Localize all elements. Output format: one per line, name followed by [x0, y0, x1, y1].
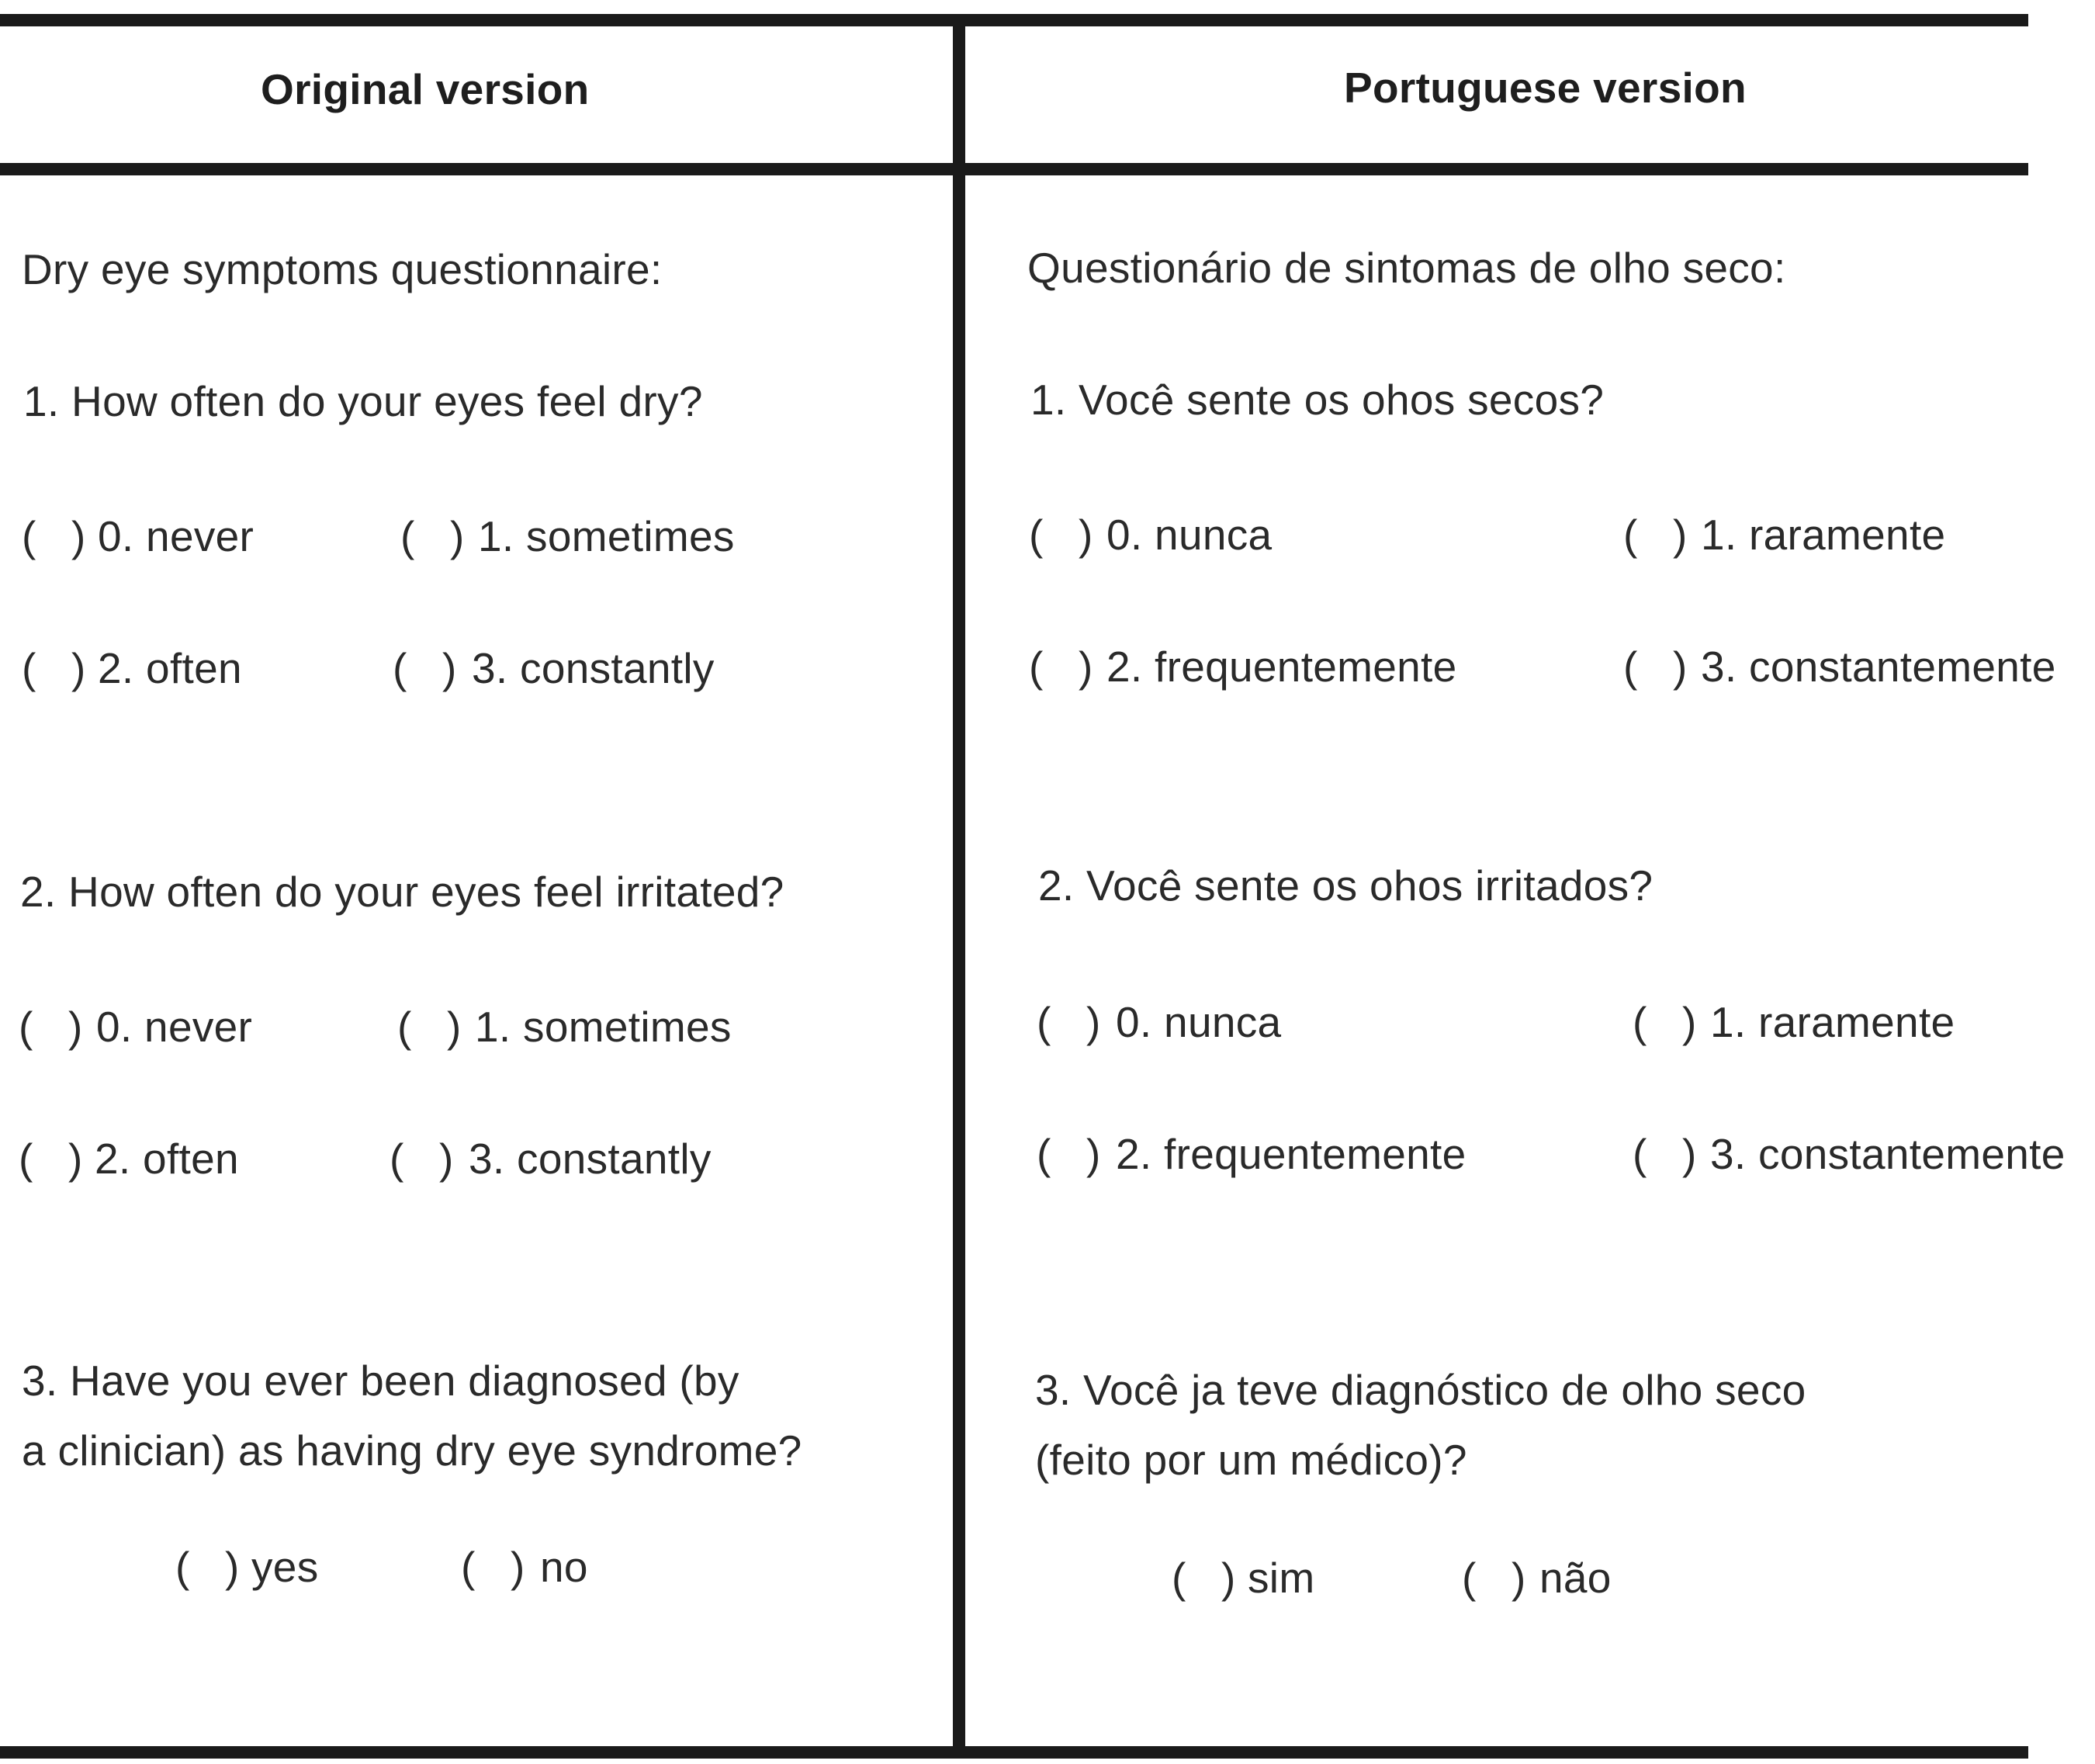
checkbox-open-paren: (	[1633, 1130, 1647, 1178]
option-label: sim	[1248, 1554, 1315, 1602]
option-label: 1. raramente	[1701, 511, 1946, 559]
option-label: 2. frequentemente	[1106, 643, 1457, 691]
checkbox-close-paren: )	[71, 644, 86, 692]
option-label: 1. sometimes	[478, 512, 735, 560]
header-portuguese: Portuguese version	[1344, 64, 1747, 112]
checkbox-open-paren: (	[19, 1135, 33, 1183]
option-label: 2. frequentemente	[1116, 1130, 1466, 1178]
checkbox-close-paren: )	[225, 1543, 240, 1591]
option-label: 3. constantemente	[1710, 1130, 2066, 1178]
option-label: 3. constantly	[469, 1135, 712, 1183]
checkbox-close-paren: )	[439, 1135, 454, 1183]
option-label: 2. often	[95, 1135, 239, 1183]
checkbox-open-paren: (	[1623, 643, 1638, 691]
original-q3-question-line1: 3. Have you ever been diagnosed (by	[22, 1357, 739, 1405]
checkbox-close-paren: )	[1682, 998, 1697, 1046]
original-title: Dry eye symptoms questionnaire:	[22, 245, 663, 293]
table-header-rule	[0, 163, 2028, 175]
checkbox-close-paren: )	[68, 1003, 83, 1051]
option-label: 1. raramente	[1710, 998, 1955, 1046]
checkbox-open-paren: (	[400, 512, 415, 560]
checkbox-open-paren: (	[461, 1543, 476, 1591]
checkbox-close-paren: )	[1512, 1554, 1526, 1602]
checkbox-close-paren: )	[1673, 643, 1688, 691]
checkbox-open-paren: (	[1037, 1130, 1051, 1178]
checkbox-close-paren: )	[1079, 511, 1093, 559]
checkbox-close-paren: )	[68, 1135, 83, 1183]
option-label: 3. constantly	[472, 644, 715, 692]
checkbox-open-paren: (	[175, 1543, 190, 1591]
original-q3-question-line2: a clinician) as having dry eye syndrome?	[22, 1426, 802, 1475]
checkbox-open-paren: (	[19, 1003, 33, 1051]
checkbox-close-paren: )	[442, 644, 457, 692]
portuguese-title: Questionário de sintomas de olho seco:	[1027, 244, 1786, 292]
portuguese-q3-question-line2: (feito por um médico)?	[1035, 1436, 1467, 1484]
option-label: 0. nunca	[1116, 998, 1282, 1046]
checkbox-close-paren: )	[71, 512, 86, 560]
option-label: yes	[251, 1543, 319, 1591]
table-top-rule	[0, 14, 2028, 26]
option-label: 3. constantemente	[1701, 643, 2056, 691]
checkbox-open-paren: (	[397, 1003, 412, 1051]
checkbox-close-paren: )	[1673, 511, 1688, 559]
option-label: 0. never	[98, 512, 255, 560]
checkbox-close-paren: )	[1221, 1554, 1236, 1602]
table-bottom-rule	[0, 1746, 2028, 1759]
checkbox-open-paren: (	[1029, 511, 1044, 559]
portuguese-q1-question: 1. Você sente os ohos secos?	[1030, 376, 1605, 424]
portuguese-q2-question: 2. Você sente os ohos irritados?	[1038, 861, 1653, 910]
header-original: Original version	[261, 65, 590, 113]
checkbox-close-paren: )	[511, 1543, 525, 1591]
checkbox-open-paren: (	[390, 1135, 404, 1183]
checkbox-open-paren: (	[1462, 1554, 1477, 1602]
original-q2-question: 2. How often do your eyes feel irritated?	[20, 868, 784, 916]
option-label: 0. nunca	[1106, 511, 1273, 559]
column-divider	[953, 14, 965, 1759]
checkbox-open-paren: (	[1029, 643, 1044, 691]
checkbox-open-paren: (	[22, 512, 36, 560]
portuguese-q3-question-line1: 3. Você ja teve diagnóstico de olho seco	[1035, 1366, 1806, 1414]
checkbox-open-paren: (	[1623, 511, 1638, 559]
option-label: 0. never	[96, 1003, 253, 1051]
checkbox-close-paren: )	[1079, 643, 1093, 691]
original-q1-question: 1. How often do your eyes feel dry?	[23, 377, 703, 425]
option-label: no	[540, 1543, 588, 1591]
option-label: não	[1539, 1554, 1612, 1602]
checkbox-open-paren: (	[1172, 1554, 1186, 1602]
option-label: 1. sometimes	[475, 1003, 732, 1051]
checkbox-open-paren: (	[22, 644, 36, 692]
checkbox-open-paren: (	[1633, 998, 1647, 1046]
option-label: 2. often	[98, 644, 242, 692]
checkbox-close-paren: )	[1682, 1130, 1697, 1178]
checkbox-open-paren: (	[393, 644, 407, 692]
checkbox-close-paren: )	[1086, 1130, 1101, 1178]
checkbox-open-paren: (	[1037, 998, 1051, 1046]
checkbox-close-paren: )	[447, 1003, 462, 1051]
checkbox-close-paren: )	[1086, 998, 1101, 1046]
checkbox-close-paren: )	[450, 512, 465, 560]
